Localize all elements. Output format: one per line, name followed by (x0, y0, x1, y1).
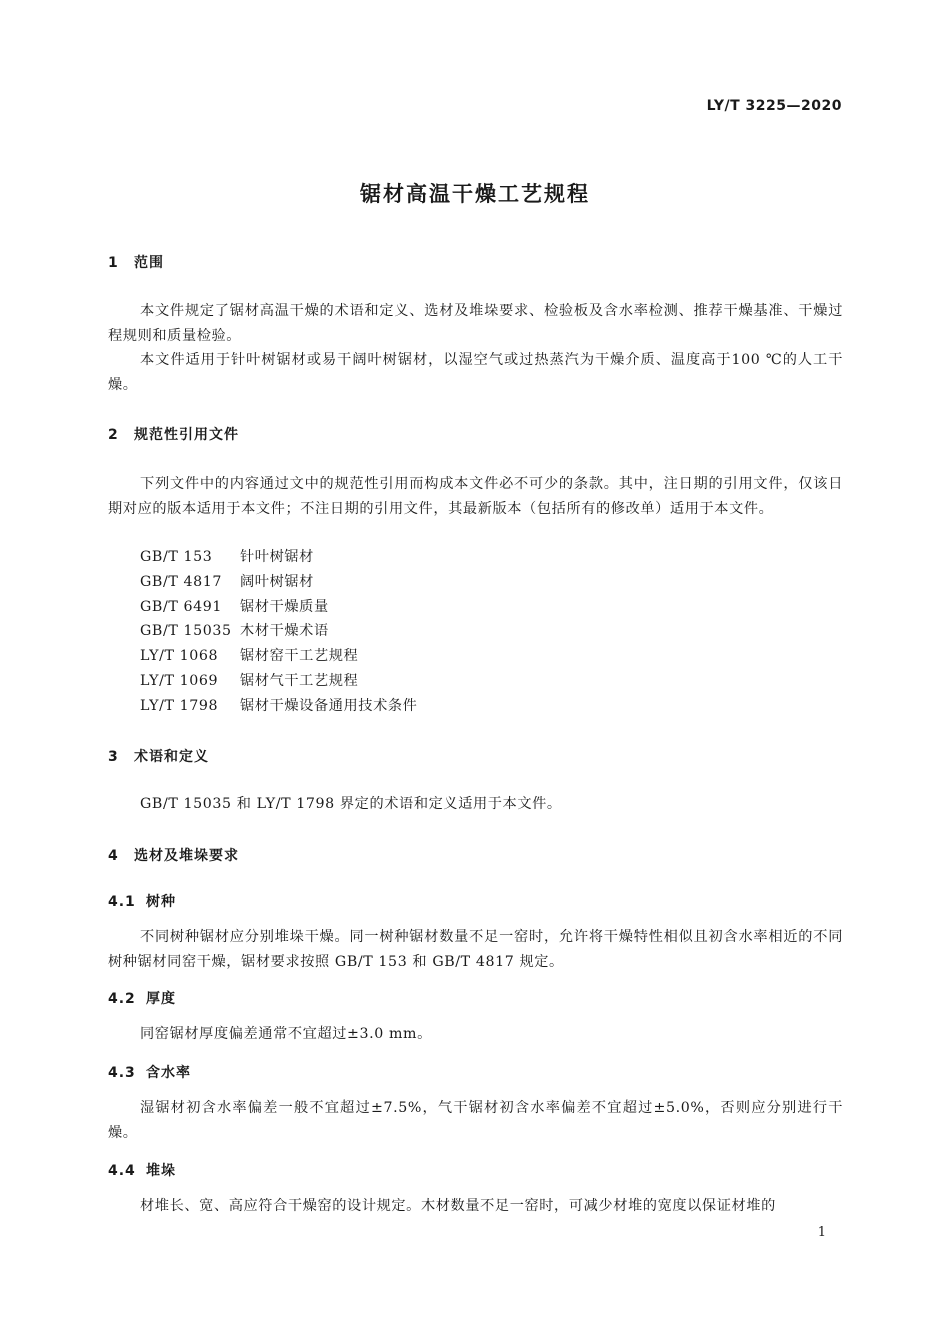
reference-code: GB/T 15035 (140, 623, 232, 639)
reference-item (140, 694, 417, 719)
section-2-heading (108, 424, 239, 444)
reference-name: 锯材干燥质量 (240, 599, 329, 615)
section-1-heading (108, 252, 164, 272)
section-title: 含水率 (146, 1065, 191, 1081)
section-1-paragraph-2: 本文件适用于针叶树锯材或易干阔叶树锯材，以湿空气或过热蒸汽为干燥介质、温度高于100 ℃的人工干燥。 (108, 352, 843, 393)
section-3-heading (108, 746, 209, 766)
section-number: 4.1 (108, 894, 136, 910)
section-number: 1 (108, 255, 119, 271)
section-number: 4.3 (108, 1065, 136, 1081)
section-1-paragraph-1: 本文件规定了锯材高温干燥的术语和定义、选材及堆垛要求、检验板及含水率检测、推荐干燥基准、干燥过程规则和质量检验。 (108, 303, 843, 344)
standard-code: LY/T 3225—2020 (706, 98, 842, 114)
section-number: 2 (108, 427, 119, 443)
subsection-4-4-paragraph: 材堆长、宽、高应符合干燥窑的设计规定。木材数量不足一窑时，可减少材堆的宽度以保证材堆的 (140, 1198, 776, 1214)
reference-name: 锯材窑干工艺规程 (240, 648, 359, 664)
reference-name: 锯材气干工艺规程 (240, 673, 359, 689)
reference-code: GB/T 6491 (140, 599, 223, 615)
reference-name: 木材干燥术语 (240, 623, 329, 639)
section-number: 4.2 (108, 991, 136, 1007)
section-number: 4 (108, 848, 119, 864)
section-number: 4.4 (108, 1163, 136, 1179)
subsection-4-1-paragraph: 不同树种锯材应分别堆垛干燥。同一树种锯材数量不足一窑时，允许将干燥特性相似且初含水率相近的不同树种锯材同窑干燥，锯材要求按照 GB/T 153 和 GB/T 4817 规定。 (108, 929, 843, 970)
section-title: 规范性引用文件 (134, 427, 239, 443)
reference-code: LY/T 1068 (140, 648, 219, 664)
reference-item (140, 644, 358, 669)
reference-item (140, 595, 329, 620)
reference-code: GB/T 153 (140, 549, 213, 565)
section-3-paragraph-1: GB/T 15035 和 LY/T 1798 界定的术语和定义适用于本文件。 (140, 796, 562, 812)
section-title: 堆垛 (146, 1163, 176, 1179)
reference-code: GB/T 4817 (140, 574, 223, 590)
reference-name: 锯材干燥设备通用技术条件 (240, 698, 418, 714)
subsection-4-4-heading (108, 1160, 176, 1180)
section-number: 3 (108, 749, 119, 765)
section-title: 选材及堆垛要求 (134, 848, 239, 864)
document-title: 锯材高温干燥工艺规程 (360, 182, 590, 206)
page-number: 1 (817, 1225, 826, 1240)
section-4-heading (108, 845, 239, 865)
subsection-4-3-paragraph: 湿锯材初含水率偏差一般不宜超过±7.5%，气干锯材初含水率偏差不宜超过±5.0%，否则应分别进行干燥。 (108, 1100, 843, 1141)
section-title: 厚度 (146, 991, 176, 1007)
reference-name: 针叶树锯材 (240, 549, 314, 565)
reference-code: LY/T 1798 (140, 698, 219, 714)
section-title: 术语和定义 (134, 749, 209, 765)
section-title: 范围 (134, 255, 164, 271)
subsection-4-3-heading (108, 1062, 191, 1082)
reference-item (140, 545, 314, 570)
section-2-paragraph-1: 下列文件中的内容通过文中的规范性引用而构成本文件必不可少的条款。其中，注日期的引用文件，仅该日期对应的版本适用于本文件；不注日期的引用文件，其最新版本（包括所有的修改单）适用于本文件。 (108, 476, 843, 517)
section-title: 树种 (146, 894, 176, 910)
subsection-4-1-heading (108, 891, 176, 911)
subsection-4-2-heading (108, 988, 176, 1008)
subsection-4-2-paragraph: 同窑锯材厚度偏差通常不宜超过±3.0 mm。 (140, 1026, 432, 1042)
reference-item (140, 669, 358, 694)
reference-name: 阔叶树锯材 (240, 574, 314, 590)
reference-item (140, 619, 329, 644)
reference-item (140, 570, 314, 595)
reference-code: LY/T 1069 (140, 673, 219, 689)
